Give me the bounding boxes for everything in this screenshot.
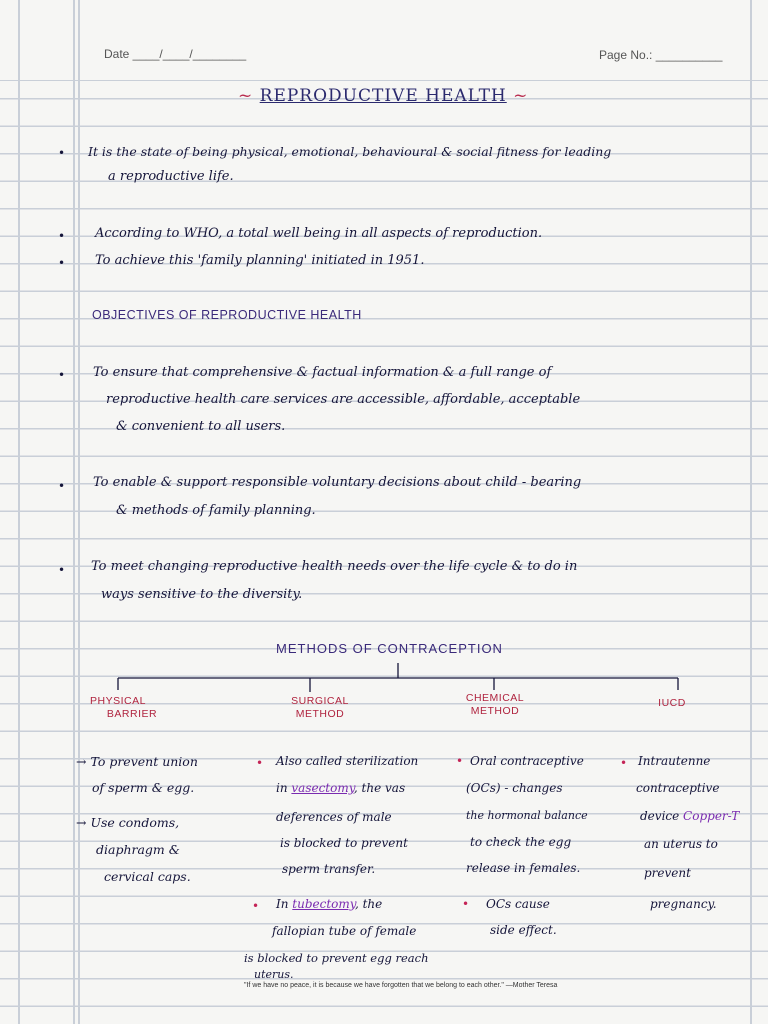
bullet-dot: • xyxy=(256,756,264,770)
surgical-text: , the xyxy=(354,897,383,911)
chemical-point-2-line-1: OCs cause xyxy=(486,897,550,911)
category-iucd: IUCD xyxy=(658,697,686,709)
bullet-dot: • xyxy=(456,754,464,768)
surgical-text: in xyxy=(276,781,292,795)
chemical-point-1-line-4: to check the egg xyxy=(470,835,572,849)
surgical-point-2-line-3: is blocked to prevent egg reach xyxy=(244,951,429,965)
title-deco-left: ~ xyxy=(238,86,254,106)
bullet-dot: • xyxy=(58,229,66,243)
iucd-text: device xyxy=(640,809,684,823)
chemical-point-1-line-2: (OCs) - changes xyxy=(466,781,563,795)
intro-line-2: a reproductive life. xyxy=(108,169,234,184)
physical-point-1-line-2: of sperm & egg. xyxy=(92,780,195,795)
objective-3-line-1: To meet changing reproductive health needs over the life cycle & to do in xyxy=(91,559,578,574)
bullet-dot: • xyxy=(58,256,66,270)
category-chemical-line-1: CHEMICAL xyxy=(465,692,525,704)
chemical-point-1-line-1: Oral contraceptive xyxy=(470,754,584,768)
copper-t-term: Copper-T xyxy=(683,809,740,823)
physical-point-2-line-2: diaphragm & xyxy=(96,842,180,857)
surgical-point-1-line-2 xyxy=(276,781,405,795)
bullet-dot: • xyxy=(252,899,260,913)
objectives-heading: OBJECTIVES OF REPRODUCTIVE HEALTH xyxy=(92,308,362,322)
family-planning-point: To achieve this 'family planning' initiated in 1951. xyxy=(95,253,425,268)
bullet-dot: • xyxy=(58,368,66,382)
objective-2-line-2: & methods of family planning. xyxy=(116,503,316,518)
methods-heading: METHODS OF CONTRACEPTION xyxy=(276,641,503,656)
objective-3-line-2: ways sensitive to the diversity. xyxy=(101,587,303,602)
bullet-dot: • xyxy=(58,146,66,160)
chemical-point-1-line-5: release in females. xyxy=(466,861,581,875)
iucd-line-6: pregnancy. xyxy=(650,897,717,911)
tubectomy-term: tubectomy xyxy=(292,897,355,911)
category-surgical-line-2: METHOD xyxy=(295,708,345,720)
surgical-point-1-line-5: sperm transfer. xyxy=(282,862,376,876)
intro-line-1: It is the state of being physical, emotional, behavioural & social fitness for leading xyxy=(88,144,612,159)
vasectomy-term: vasectomy xyxy=(291,781,354,795)
objective-1-line-1: To ensure that comprehensive & factual information & a full range of xyxy=(93,365,552,380)
objective-1-line-2: reproductive health care services are accessible, affordable, acceptable xyxy=(106,392,581,407)
iucd-line-4: an uterus to xyxy=(644,837,718,851)
category-chemical-method xyxy=(455,692,535,718)
iucd-line-1: Intrautenne xyxy=(638,754,711,768)
category-physical-barrier xyxy=(78,695,158,721)
objective-1-line-3: & convenient to all users. xyxy=(116,419,286,434)
date-label: Date ____/____/________ xyxy=(104,47,247,61)
footer-quote: "If we have no peace, it is because we have forgotten that we belong to each other." —Mother Teresa xyxy=(244,982,558,989)
title-deco-right: ~ xyxy=(513,86,529,106)
chemical-point-2-line-2: side effect. xyxy=(490,923,557,937)
physical-point-1-line-1: → To prevent union xyxy=(76,754,198,769)
surgical-text: In xyxy=(276,897,293,911)
category-physical-line-2: BARRIER xyxy=(106,708,158,720)
who-point: According to WHO, a total well being in all aspects of reproduction. xyxy=(95,226,543,241)
iucd-line-5: prevent xyxy=(644,866,691,880)
chemical-point-1-line-3: the hormonal balance xyxy=(466,809,588,822)
physical-point-2-line-1: → Use condoms, xyxy=(76,815,180,830)
surgical-point-2-line-1 xyxy=(276,897,382,911)
bullet-dot: • xyxy=(462,897,470,911)
physical-point-2-line-3: cervical caps. xyxy=(104,869,191,884)
bullet-dot: • xyxy=(58,479,66,493)
bullet-dot: • xyxy=(620,756,628,770)
category-chemical-line-2: METHOD xyxy=(470,705,520,717)
surgical-point-1-line-4: is blocked to prevent xyxy=(280,836,408,850)
surgical-point-2-line-2: fallopian tube of female xyxy=(272,924,417,938)
surgical-point-1-line-1: Also called sterilization xyxy=(276,754,419,768)
iucd-line-2: contraceptive xyxy=(636,781,720,795)
category-physical-line-1: PHYSICAL xyxy=(90,695,146,707)
title-text: REPRODUCTIVE HEALTH xyxy=(259,86,507,106)
objective-2-line-1: To enable & support responsible voluntary decisions about child - bearing xyxy=(93,475,582,490)
bullet-dot: • xyxy=(58,563,66,577)
category-surgical-method xyxy=(280,695,360,721)
iucd-line-3 xyxy=(640,809,739,823)
surgical-text: , the vas xyxy=(353,781,406,795)
surgical-point-1-line-3: deferences of male xyxy=(276,810,392,824)
category-surgical-line-1: SURGICAL xyxy=(291,695,349,707)
page-number-label: Page No.: __________ xyxy=(599,48,723,62)
surgical-point-2-line-4: uterus. xyxy=(254,968,294,981)
